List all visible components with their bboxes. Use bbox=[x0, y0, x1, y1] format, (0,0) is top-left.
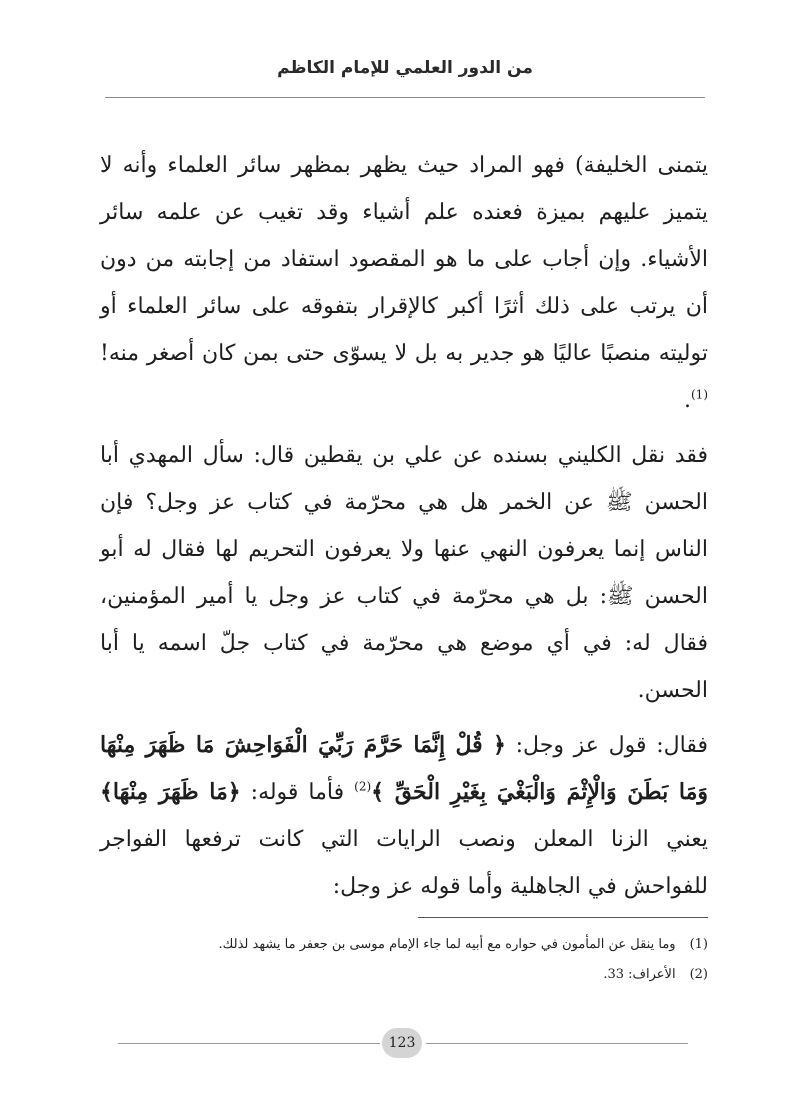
footer-line-right bbox=[426, 1043, 688, 1044]
paragraph-1-text: يتمنى الخليفة) فهو المراد حيث يظهر بمظهر سائر العلماء وأنه لا يتميز عليهم بميزة فعنده علم أشياء وقد تغيب عن علمه سائر الأشياء. وإن أجاب على ما هو المقصود استفاد من إجابته من دون أن يرتب على ذلك أثرًا أكبر كالإقرار بتفوقه على سائر العلماء أو توليته منصبًا عاليًا هو جدير به بل لا يسوّى حتى بمن كان أصغر منه! bbox=[100, 153, 708, 366]
body-text bbox=[100, 142, 708, 910]
paragraph-3 bbox=[100, 722, 708, 910]
footnote-divider bbox=[418, 917, 708, 918]
paragraph-2: فقد نقل الكليني بسنده عن علي بن يقطين قال: سأل المهدي أبا الحسن ﷺ عن الخمر هل هي محرّمة في كتاب عز وجل؟ فإن الناس إنما يعرفون النهي عنها ولا يعرفون التحريم لها فقال له أبو الحسن ﷺ: بل هي محرّمة في كتاب عز وجل يا أمير المؤمنين، فقال له: في أي موضع هي محرّمة في كتاب جلّ اسمه يا أبا الحسن. bbox=[100, 443, 708, 703]
footer-line-left bbox=[118, 1043, 380, 1044]
footnotes bbox=[88, 930, 708, 990]
paragraph-3-intro: فقال: قول عز وجل: bbox=[505, 733, 708, 758]
footnote-2 bbox=[88, 960, 708, 990]
quran-verse-short: ﴿مَا ظَهَرَ مِنْهَا﴾ bbox=[100, 779, 241, 805]
paragraph-1 bbox=[100, 142, 708, 424]
paragraph-3-mid: فأما قوله: bbox=[240, 780, 355, 805]
header-divider bbox=[105, 97, 705, 98]
footnote-ref-1: (1) bbox=[690, 387, 708, 402]
running-header: من الدور العلمي للإمام الكاظم bbox=[277, 58, 533, 78]
footnote-ref-2: (2) bbox=[354, 779, 372, 794]
paragraph-1-end: . bbox=[683, 388, 691, 413]
quran-verse: ﴿ قُلْ إِنَّمَا حَرَّمَ رَبِّيَ الْفَوَاحِشَ مَا ظَهَرَ مِنْهَا وَمَا بَطَنَ وَالْإِثْمَ وَالْبَغْيَ بِغَيْرِ الْحَقِّ ﴾ bbox=[100, 732, 708, 805]
footnote-2-number: (2) bbox=[689, 967, 708, 982]
footnote-1-number: (1) bbox=[689, 937, 708, 952]
footnote-1-text: وما ينقل عن المأمون في حواره مع أبيه لما جاء الإمام موسى بن جعفر ما يشهد لذلك. bbox=[218, 937, 676, 952]
footnote-1 bbox=[88, 930, 708, 960]
paragraph-3-rest: يعني الزنا المعلن ونصب الرايات التي كانت ترفعها الفواجر للفواحش في الجاهلية وأما قوله عز وجل: bbox=[100, 827, 708, 899]
footnote-2-text: الأعراف: 33. bbox=[603, 967, 676, 982]
page-number: 123 bbox=[382, 1028, 422, 1058]
